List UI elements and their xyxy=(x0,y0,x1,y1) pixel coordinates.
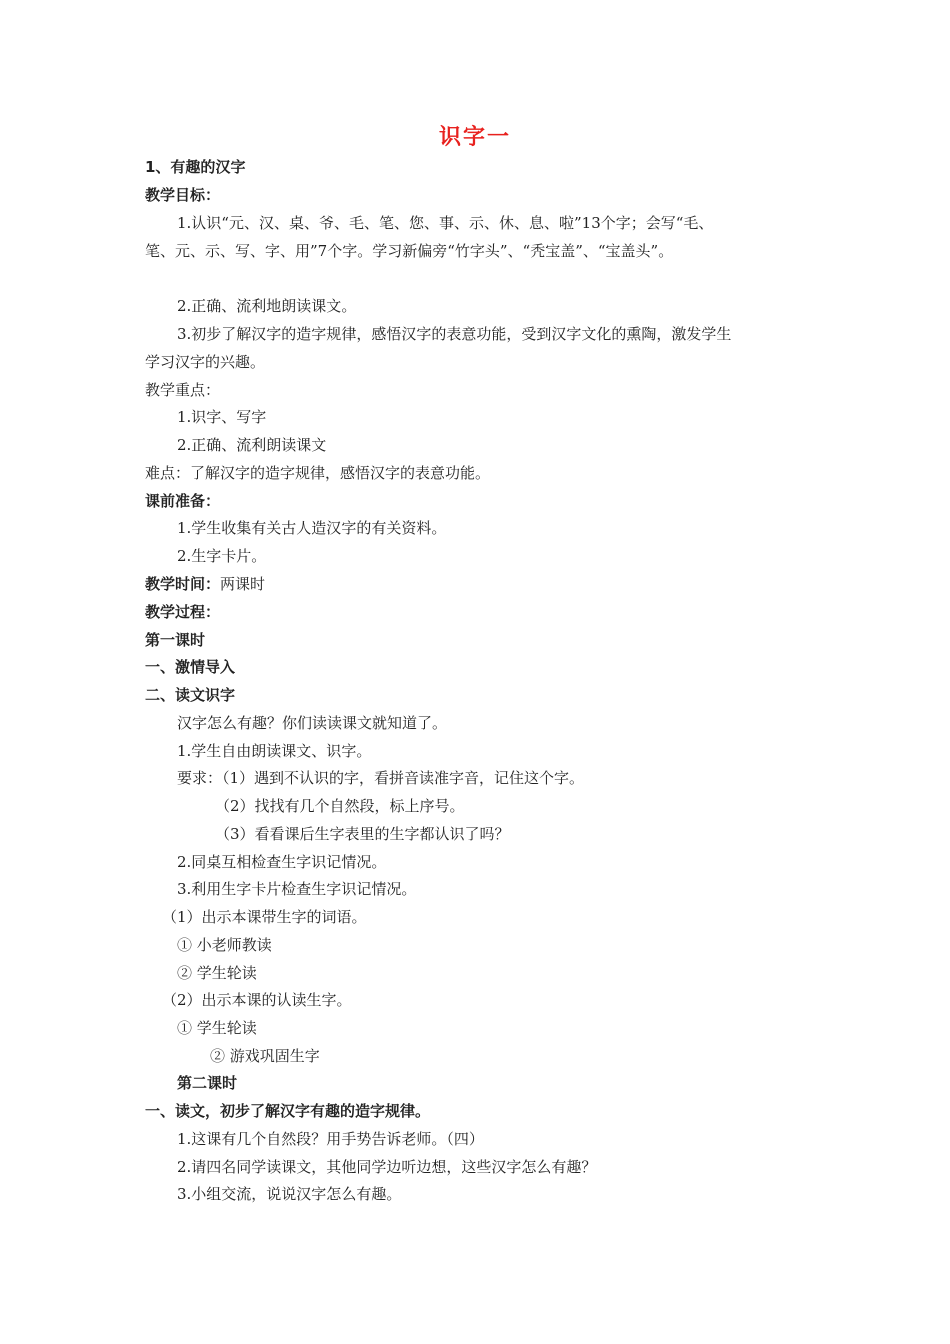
period-heading: 第二课时 xyxy=(177,1074,238,1092)
goal-line: 1.认识“元、汉、桌、爷、毛、笔、您、事、示、休、息、啦”13个字；会写“毛、 xyxy=(177,214,714,232)
goal-line: 2.正确、流利地朗读课文。 xyxy=(177,297,357,315)
teaching-time-value: 两课时 xyxy=(220,575,266,593)
preparation-item: 1.学生收集有关古人造汉字的有关资料。 xyxy=(177,519,447,537)
body-line: 1.学生自由朗读课文、识字。 xyxy=(177,742,372,760)
goal-line: 学习汉字的兴趣。 xyxy=(145,353,266,371)
preparation-heading: 课前准备： xyxy=(145,492,221,510)
body-line: （2）找找有几个自然段，标上序号。 xyxy=(215,797,465,815)
key-point: 1.识字、写字 xyxy=(177,408,267,426)
body-line: 要求：（1）遇到不认识的字，看拼音读准字音，记住这个字。 xyxy=(177,769,585,787)
page-title: 识字一 xyxy=(438,125,511,150)
body-line: ① 小老师教读 xyxy=(177,936,272,954)
body-line: ① 学生轮读 xyxy=(177,1019,257,1037)
body-line: 3.小组交流，说说汉字怎么有趣。 xyxy=(177,1185,402,1203)
lesson-heading: 1、有趣的汉字 xyxy=(145,158,246,176)
body-line: ② 学生轮读 xyxy=(177,964,257,982)
body-line: 2.同桌互相检查生字识记情况。 xyxy=(177,853,387,871)
goal-line: 3.初步了解汉字的造字规律，感悟汉字的表意功能，受到汉字文化的熏陶，激发学生 xyxy=(177,325,732,343)
body-line: （1）出示本课带生字的词语。 xyxy=(162,908,367,926)
body-line: 1.这课有几个自然段？用手势告诉老师。（四） xyxy=(177,1130,484,1148)
teaching-time xyxy=(145,574,265,594)
key-points-heading: 教学重点： xyxy=(145,381,221,399)
body-line: （3）看看课后生字表里的生字都认识了吗？ xyxy=(215,825,510,843)
process-heading: 教学过程： xyxy=(145,603,221,621)
goals-heading: 教学目标： xyxy=(145,186,221,204)
period-heading: 第一课时 xyxy=(145,631,206,649)
step-heading: 二、读文识字 xyxy=(145,686,236,704)
step-heading: 一、读文，初步了解汉字有趣的造字规律。 xyxy=(145,1102,431,1120)
step-heading: 一、激情导入 xyxy=(145,658,236,676)
preparation-item: 2.生字卡片。 xyxy=(177,547,267,565)
teaching-time-label: 教学时间： xyxy=(145,575,221,593)
body-line: 汉字怎么有趣？你们读读课文就知道了。 xyxy=(177,714,448,732)
body-line: 2.请四名同学读课文，其他同学边听边想，这些汉字怎么有趣？ xyxy=(177,1158,597,1176)
body-line: 3.利用生字卡片检查生字识记情况。 xyxy=(177,880,417,898)
key-point: 2.正确、流利朗读课文 xyxy=(177,436,327,454)
body-line: （2）出示本课的认读生字。 xyxy=(162,991,352,1009)
body-line: ② 游戏巩固生字 xyxy=(210,1047,320,1065)
goal-line: 笔、元、示、写、字、用”7个字。学习新偏旁“竹字头”、“秃宝盖”、“宝盖头”。 xyxy=(145,242,674,260)
difficulty-line: 难点：了解汉字的造字规律，感悟汉字的表意功能。 xyxy=(145,464,491,482)
